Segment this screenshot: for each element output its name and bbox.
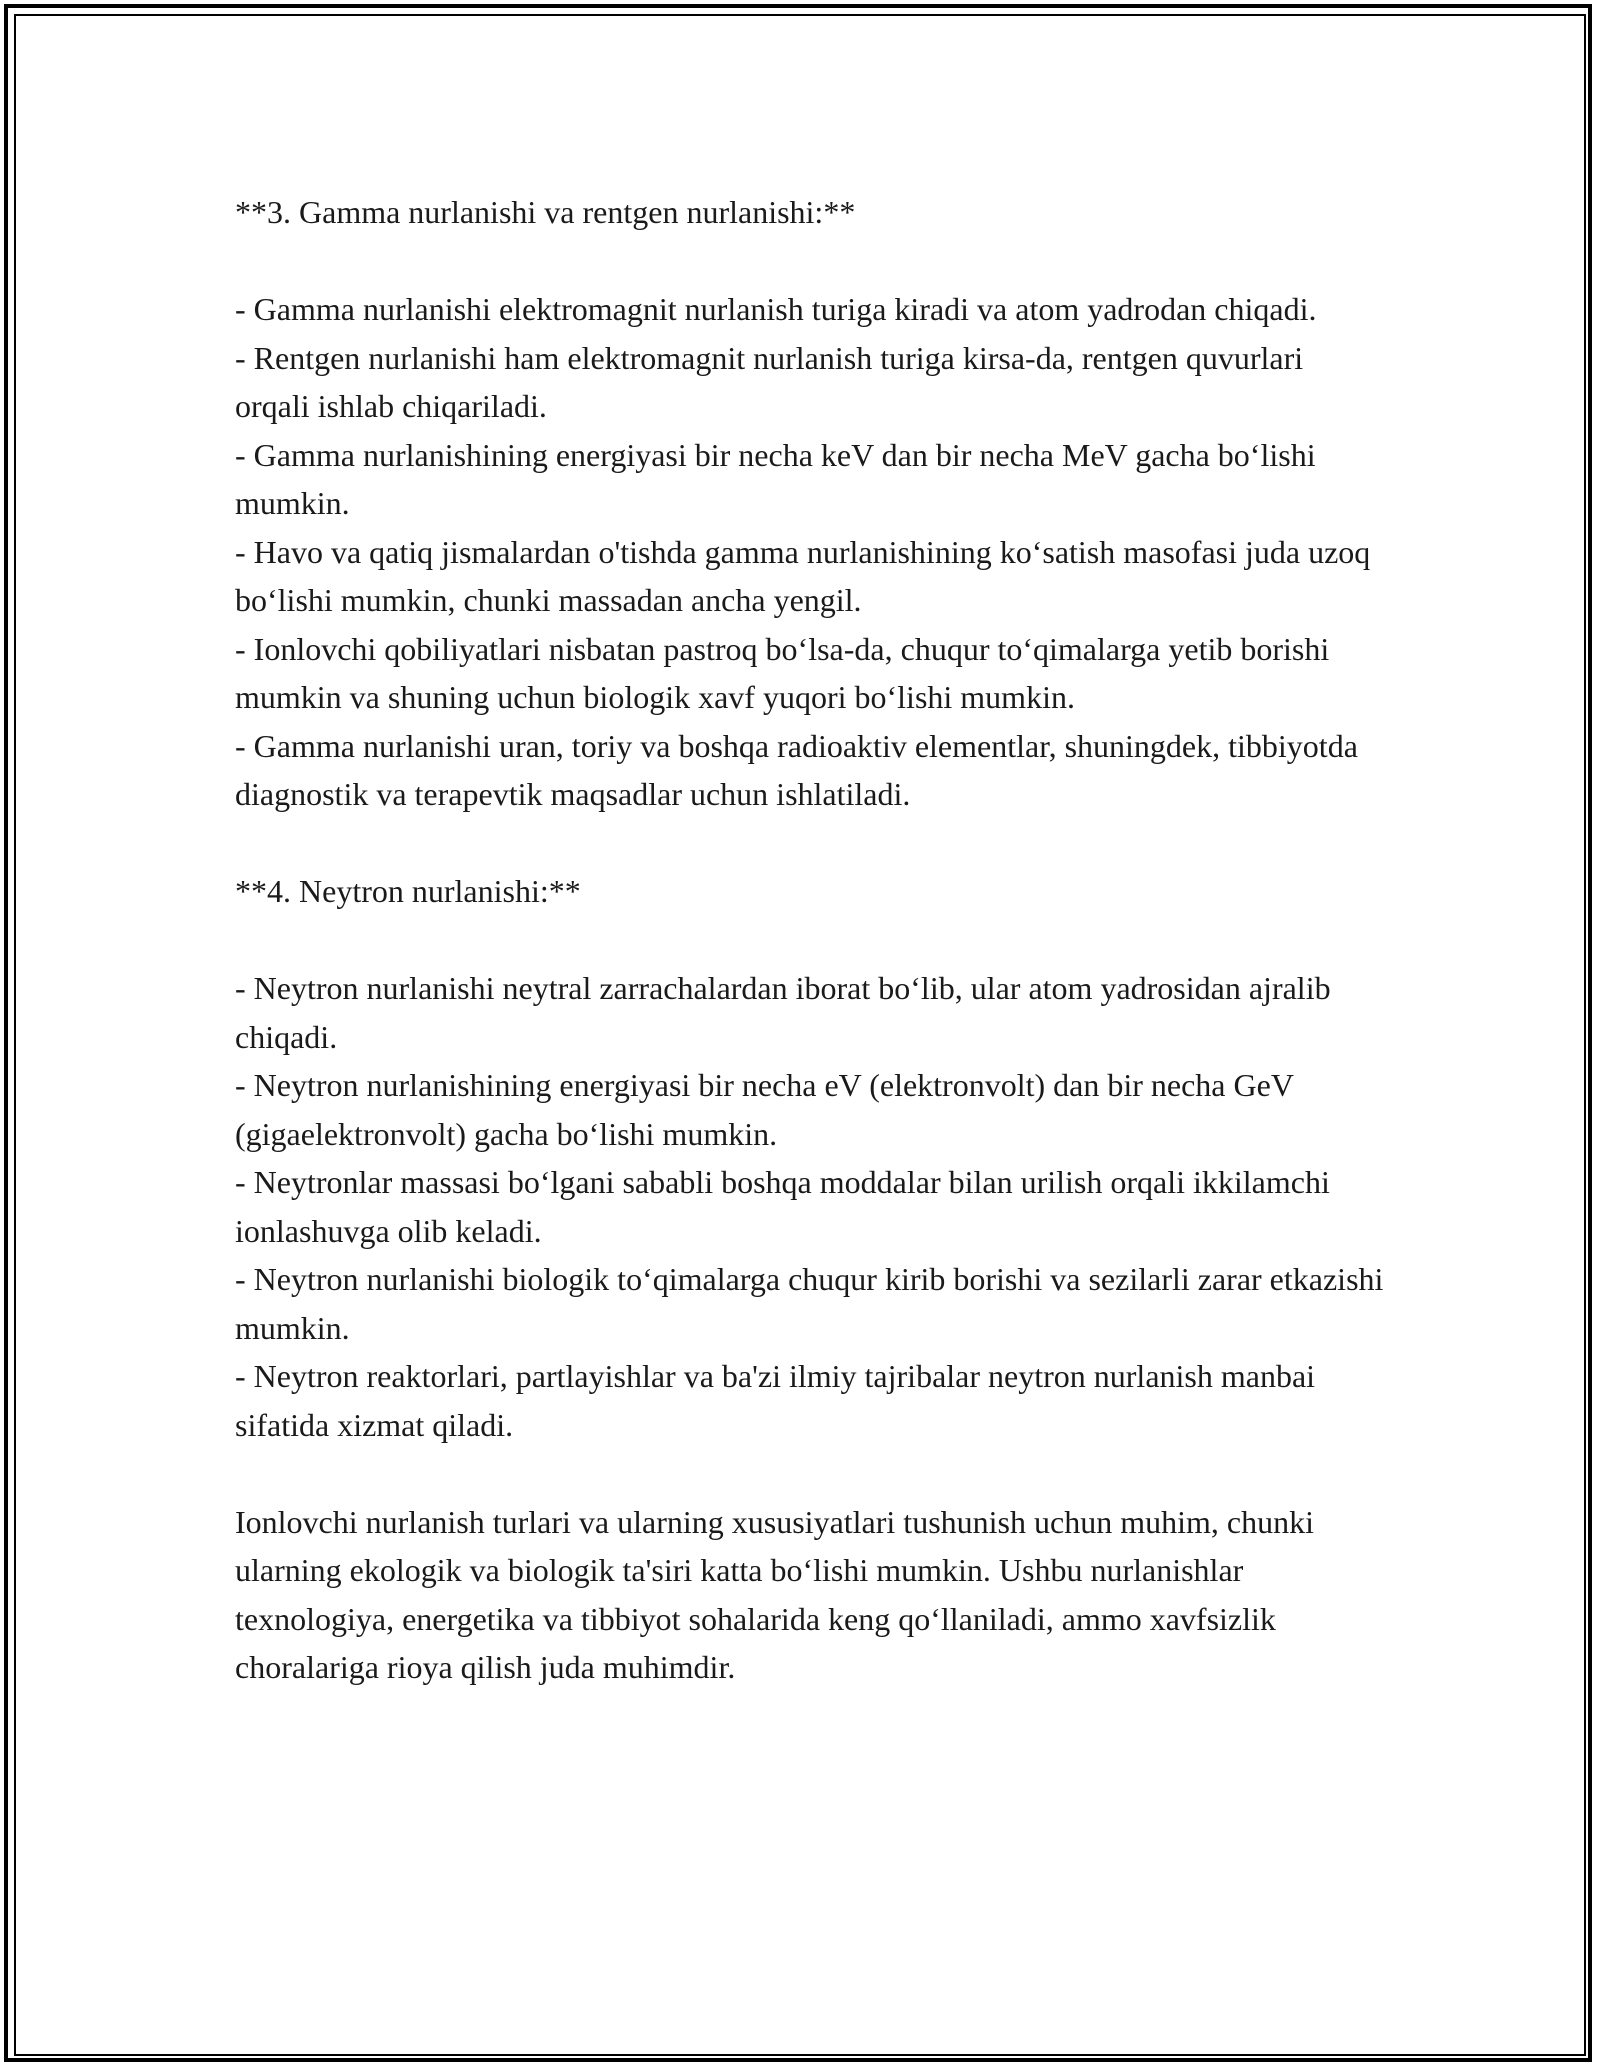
spacer <box>235 1449 1385 1498</box>
list-item: - Neytron reaktorlari, partlayishlar va ba'zi ilmiy tajribalar neytron nurlanish manbai sifatida xizmat qiladi. <box>235 1358 1316 1443</box>
section-3-heading: **3. Gamma nurlanishi va rentgen nurlanishi:** <box>235 194 856 230</box>
section-4-heading: **4. Neytron nurlanishi:** <box>235 873 581 909</box>
section-3-list <box>235 285 1385 819</box>
list-item: - Gamma nurlanishi elektromagnit nurlanish turiga kiradi va atom yadrodan chiqadi. <box>235 291 1317 327</box>
conclusion-paragraph: Ionlovchi nurlanish turlari va ularning xususiyatlari tushunish uchun muhim, chunki ularning ekologik va biologik ta'siri katta bo‘lishi mumkin. Ushbu nurlanishlar texnologiya, energetika va tibbiyot sohalarida keng qo‘llaniladi, ammo xavfsizlik choralariga rioya qilish juda muhimdir. <box>235 1503 1314 1685</box>
list-item: - Neytron nurlanishining energiyasi bir necha eV (elektronvolt) dan bir necha GeV (gigaelektronvolt) gacha bo‘lishi mumkin. <box>235 1067 1294 1152</box>
list-item: - Neytron nurlanishi neytral zarrachalardan iborat bo‘lib, ular atom yadrosidan ajralib chiqadi. <box>235 970 1331 1055</box>
list-item: - Ionlovchi qobiliyatlari nisbatan pastroq bo‘lsa-da, chuqur to‘qimalarga yetib borishi mumkin va shuning uchun biologik xavf yuqori bo‘lishi mumkin. <box>235 630 1330 715</box>
list-item: - Neytronlar massasi bo‘lgani sababli boshqa moddalar bilan urilish orqali ikkilamchi ionlashuvga olib keladi. <box>235 1164 1330 1249</box>
list-item: - Neytron nurlanishi biologik to‘qimalarga chuqur kirib borishi va sezilarli zarar etkazishi mumkin. <box>235 1261 1384 1346</box>
spacer <box>235 819 1385 868</box>
section-4-list <box>235 964 1385 1449</box>
list-item: - Gamma nurlanishi uran, toriy va boshqa radioaktiv elementlar, shuningdek, tibbiyotda diagnostik va terapevtik maqsadlar uchun ishlatiladi. <box>235 727 1358 812</box>
spacer <box>235 916 1385 965</box>
list-item: - Rentgen nurlanishi ham elektromagnit nurlanish turiga kirsa-da, rentgen quvurlari orqali ishlab chiqariladi. <box>235 339 1304 424</box>
document-body <box>235 188 1385 1692</box>
list-item: - Havo va qatiq jismalardan o'tishda gamma nurlanishining ko‘satish masofasi juda uzoq bo‘lishi mumkin, chunki massadan ancha yengil. <box>235 533 1371 618</box>
spacer <box>235 237 1385 286</box>
list-item: - Gamma nurlanishining energiyasi bir necha keV dan bir necha MeV gacha bo‘lishi mumkin. <box>235 436 1316 521</box>
